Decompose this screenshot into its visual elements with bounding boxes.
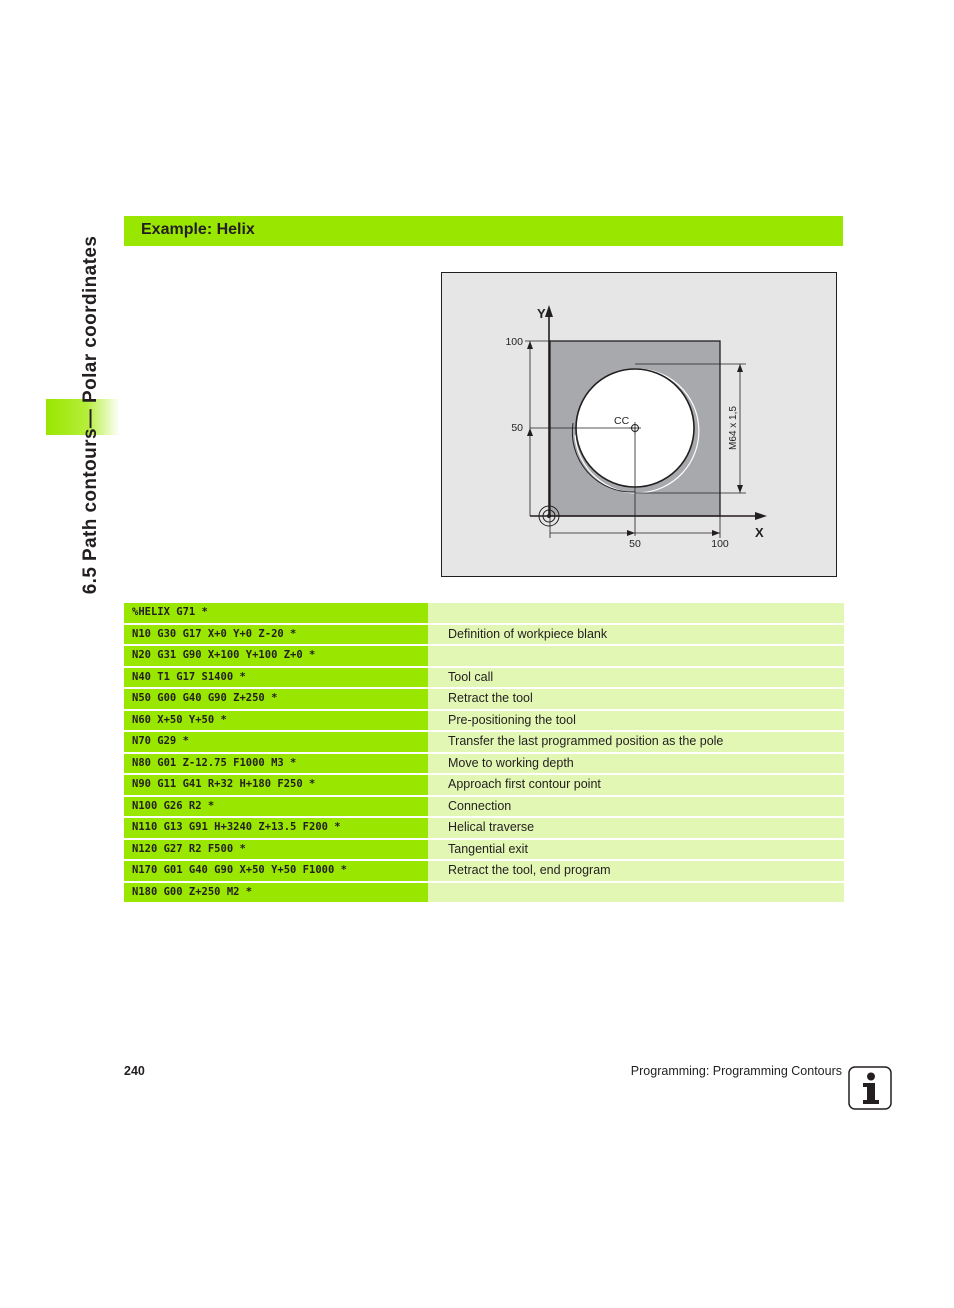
footer-chapter-title: Programming: Programming Contours	[630, 1064, 842, 1078]
program-row	[124, 711, 844, 731]
pole-label: CC	[614, 415, 630, 427]
program-row	[124, 732, 844, 752]
y-tick-50: 50	[511, 422, 523, 434]
program-description	[428, 646, 844, 666]
program-row	[124, 625, 844, 645]
program-row	[124, 603, 844, 623]
program-code: %HELIX G71 *	[124, 603, 428, 623]
program-description	[428, 603, 844, 623]
program-description: Helical traverse	[428, 818, 844, 838]
thread-label: M64 x 1,5	[728, 406, 739, 450]
program-description: Connection	[428, 797, 844, 817]
program-row	[124, 775, 844, 795]
x-tick-100: 100	[711, 538, 729, 550]
x-axis-label: X	[755, 525, 764, 540]
program-code: N120 G27 R2 F500 *	[124, 840, 428, 860]
y-tick-100: 100	[505, 336, 523, 348]
program-row	[124, 861, 844, 881]
program-code: N50 G00 G40 G90 Z+250 *	[124, 689, 428, 709]
y-axis-label: Y	[537, 306, 546, 321]
program-description	[428, 883, 844, 903]
chapter-side-title: 6.5 Path contours— Polar coordinates	[80, 235, 101, 595]
program-code: N70 G29 *	[124, 732, 428, 752]
program-description: Definition of workpiece blank	[428, 625, 844, 645]
section-title: Example: Helix	[141, 221, 255, 238]
program-row	[124, 668, 844, 688]
program-row	[124, 840, 844, 860]
program-row	[124, 689, 844, 709]
program-description: Retract the tool, end program	[428, 861, 844, 881]
program-row	[124, 883, 844, 903]
helix-drawing	[441, 272, 837, 577]
program-description: Move to working depth	[428, 754, 844, 774]
program-code: N180 G00 Z+250 M2 *	[124, 883, 428, 903]
program-row	[124, 754, 844, 774]
program-description: Tangential exit	[428, 840, 844, 860]
program-code: N100 G26 R2 *	[124, 797, 428, 817]
program-code: N170 G01 G40 G90 X+50 Y+50 F1000 *	[124, 861, 428, 881]
program-description: Tool call	[428, 668, 844, 688]
program-description: Pre-positioning the tool	[428, 711, 844, 731]
program-code: N40 T1 G17 S1400 *	[124, 668, 428, 688]
program-code: N60 X+50 Y+50 *	[124, 711, 428, 731]
program-description: Retract the tool	[428, 689, 844, 709]
program-code: N90 G11 G41 R+32 H+180 F250 *	[124, 775, 428, 795]
program-row	[124, 646, 844, 666]
program-row	[124, 797, 844, 817]
x-tick-50: 50	[629, 538, 641, 550]
program-code: N80 G01 Z-12.75 F1000 M3 *	[124, 754, 428, 774]
info-icon	[848, 1066, 892, 1110]
program-code: N20 G31 G90 X+100 Y+100 Z+0 *	[124, 646, 428, 666]
program-description: Approach first contour point	[428, 775, 844, 795]
program-row	[124, 818, 844, 838]
program-description: Transfer the last programmed position as the pole	[428, 732, 844, 752]
section-header	[124, 216, 843, 246]
program-code: N10 G30 G17 X+0 Y+0 Z-20 *	[124, 625, 428, 645]
nc-program-listing	[124, 603, 844, 904]
page-number: 240	[124, 1064, 145, 1078]
program-code: N110 G13 G91 H+3240 Z+13.5 F200 *	[124, 818, 428, 838]
